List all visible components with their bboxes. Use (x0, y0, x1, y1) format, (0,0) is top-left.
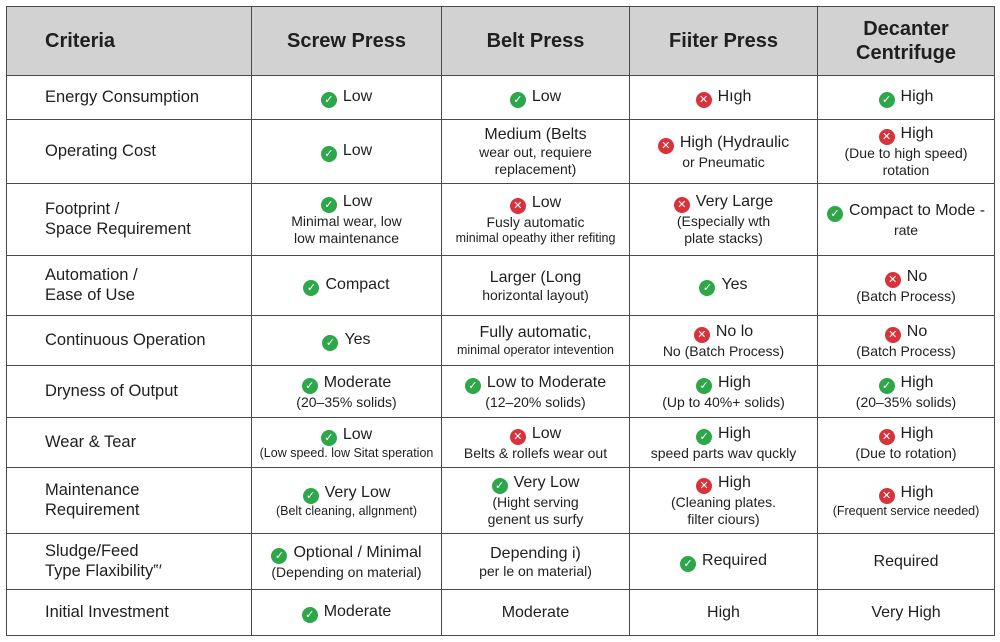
rating-value (636, 322, 811, 343)
rating-value (258, 192, 435, 213)
criteria-cell (7, 184, 252, 256)
criteria-cell (7, 590, 252, 636)
rating-value (448, 323, 623, 342)
check-icon: ✓ (879, 378, 895, 394)
rating-value (824, 424, 988, 445)
rating-text: High (718, 373, 751, 391)
header-criteria: Criteria (7, 7, 252, 76)
rating-detail: minimal opeathy ither refiting (455, 230, 616, 245)
rating-text: Fully automatic, (479, 324, 592, 342)
criteria-label: Initial Investment (45, 602, 169, 621)
rating-cell (630, 366, 818, 418)
table-row (7, 316, 995, 366)
rating-value (824, 87, 988, 108)
rating-detail: wear out, requiere (479, 144, 592, 161)
criteria-label: Ease of Use (45, 285, 135, 304)
rating-cell (630, 76, 818, 120)
rating-value (636, 603, 811, 622)
rating-detail: (Frequent service needed) (832, 503, 980, 518)
rating-text: Depending i) (490, 544, 581, 562)
rating-text: Medium (Belts (484, 126, 587, 144)
rating-detail: (Batch Process) (856, 342, 956, 359)
rating-value (258, 373, 435, 394)
rating-value (448, 473, 623, 494)
check-icon: ✓ (322, 335, 338, 351)
criteria-cell (7, 468, 252, 534)
table-row (7, 76, 995, 120)
rating-detail: (Cleaning plates. (670, 494, 777, 511)
rating-value (258, 87, 435, 108)
rating-detail: (Especially wth (676, 213, 771, 230)
rating-text: Very High (871, 603, 941, 621)
rating-cell (818, 468, 995, 534)
criteria-cell (7, 76, 252, 120)
rating-detail: filter ciours) (687, 511, 760, 527)
cross-icon: ✕ (510, 429, 526, 445)
rating-cell (630, 120, 818, 184)
rating-text: High (900, 88, 934, 105)
criteria-label: Continuous Operation (45, 330, 206, 349)
criteria-label: Operating Cost (45, 141, 156, 160)
rating-detail: rate (893, 221, 919, 238)
rating-cell (252, 590, 442, 636)
rating-cell (252, 366, 442, 418)
rating-text: High (718, 474, 751, 492)
check-icon: ✓ (465, 378, 481, 394)
rating-text: High (900, 373, 934, 391)
rating-detail: minimal operator intevention (456, 342, 615, 357)
rating-cell (630, 184, 818, 256)
rating-cell (818, 534, 995, 590)
criteria-cell (7, 256, 252, 316)
rating-value (824, 552, 988, 571)
rating-detail: (20–35% solids) (296, 393, 397, 410)
cross-icon: ✕ (696, 478, 712, 494)
check-icon: ✓ (321, 430, 337, 446)
rating-cell (252, 468, 442, 534)
check-icon: ✓ (680, 556, 696, 572)
check-icon: ✓ (302, 607, 318, 623)
rating-cell (252, 76, 442, 120)
rating-text: Yes (344, 331, 371, 348)
table-row (7, 120, 995, 184)
rating-text: High (900, 424, 934, 442)
rating-value (824, 201, 988, 222)
cross-icon: ✕ (879, 129, 895, 145)
rating-value (824, 267, 988, 288)
comparison-table (6, 6, 995, 636)
criteria-label: Automation / (45, 265, 138, 284)
criteria-cell (7, 366, 252, 418)
check-icon: ✓ (302, 378, 318, 394)
cross-icon: ✕ (658, 138, 674, 154)
check-icon: ✓ (879, 92, 895, 108)
rating-detail: (Low speed. low Sitat speration (259, 445, 434, 460)
cross-icon: ✕ (879, 429, 895, 445)
rating-text: Low (531, 424, 562, 442)
rating-detail: No (Batch Process) (662, 342, 785, 359)
criteria-label: Type Flaxibility‟′ (45, 561, 162, 580)
check-icon: ✓ (321, 92, 337, 108)
header-decanter-centrifuge: Decanter Centrifuge (818, 7, 995, 76)
rating-value (448, 87, 623, 108)
rating-cell (818, 184, 995, 256)
check-icon: ✓ (696, 429, 712, 445)
cross-icon: ✕ (694, 327, 710, 343)
rating-value (636, 473, 811, 494)
rating-text: Yes (721, 276, 748, 293)
rating-text: High (900, 483, 934, 501)
rating-cell (818, 418, 995, 468)
rating-cell (630, 256, 818, 316)
cross-icon: ✕ (696, 92, 712, 108)
rating-cell (630, 534, 818, 590)
cross-icon: ✕ (885, 272, 901, 288)
rating-value (636, 87, 811, 108)
rating-text: Very Low (324, 483, 391, 501)
rating-value (824, 322, 988, 343)
rating-cell (818, 366, 995, 418)
rating-cell (442, 590, 630, 636)
rating-value (448, 424, 623, 445)
rating-text: Very Large (695, 193, 774, 211)
rating-cell (630, 590, 818, 636)
header-belt-press: Belt Press (442, 7, 630, 76)
header-filter-press: Fiiter Press (630, 7, 818, 76)
criteria-label: Space Requirement (45, 219, 191, 238)
rating-detail: (Depending on material) (271, 563, 422, 580)
rating-detail: low maintenance (293, 230, 400, 246)
rating-text: Moderate (501, 603, 570, 621)
check-icon: ✓ (827, 206, 843, 222)
rating-detail: Fusly automatic (486, 214, 585, 231)
criteria-label: Wear & Tear (45, 432, 137, 451)
rating-value (824, 483, 988, 504)
check-icon: ✓ (492, 478, 508, 494)
rating-cell (252, 120, 442, 184)
rating-text: Compact to Mode - (848, 201, 986, 219)
check-icon: ✓ (271, 548, 287, 564)
rating-cell (818, 120, 995, 184)
table-row (7, 366, 995, 418)
rating-value (258, 141, 435, 162)
table-row (7, 418, 995, 468)
rating-cell (442, 468, 630, 534)
rating-detail: horizontal layout) (482, 286, 589, 303)
rating-text: Low (342, 142, 373, 159)
rating-value (448, 603, 623, 622)
rating-cell (442, 316, 630, 366)
rating-value (448, 268, 623, 287)
rating-detail: genent us surfy (487, 511, 584, 527)
rating-value (636, 551, 811, 572)
criteria-label: Energy Consumption (45, 87, 200, 106)
rating-detail: (20–35% solids) (855, 393, 957, 410)
rating-value (448, 125, 623, 144)
check-icon: ✓ (699, 280, 715, 296)
rating-text: Required (873, 552, 939, 570)
rating-cell (630, 418, 818, 468)
rating-text: Moderate (323, 373, 392, 391)
rating-text: Larger (Long (489, 268, 582, 286)
rating-value (636, 275, 811, 296)
rating-cell (442, 76, 630, 120)
check-icon: ✓ (510, 92, 526, 108)
criteria-label: Requirement (45, 500, 140, 519)
rating-cell (442, 184, 630, 256)
rating-text: High (900, 125, 934, 143)
rating-cell (818, 590, 995, 636)
rating-value (636, 133, 811, 154)
rating-text: Low (531, 194, 562, 212)
rating-detail: or Pneumatic (682, 153, 765, 170)
criteria-cell (7, 534, 252, 590)
rating-text: Optional / Minimal (293, 543, 422, 561)
rating-detail: replacement) (494, 161, 577, 178)
rating-cell (630, 468, 818, 534)
table-row (7, 468, 995, 534)
rating-text: High (718, 424, 751, 442)
rating-cell (442, 256, 630, 316)
rating-cell (252, 418, 442, 468)
rating-cell (818, 256, 995, 316)
criteria-cell (7, 418, 252, 468)
rating-cell (630, 316, 818, 366)
rating-detail: (12–20% solids) (485, 393, 586, 410)
rating-detail: (Due to rotation) (855, 444, 957, 461)
rating-text: Hıgh (717, 88, 752, 105)
rating-value (636, 373, 811, 394)
check-icon: ✓ (321, 197, 337, 213)
table-row (7, 256, 995, 316)
rating-value (258, 483, 435, 504)
check-icon: ✓ (303, 280, 319, 296)
rating-text: Low (531, 88, 562, 105)
criteria-cell (7, 316, 252, 366)
header-row (7, 7, 995, 76)
rating-value (636, 424, 811, 445)
rating-value (824, 124, 988, 145)
rating-text: Very Low (513, 474, 580, 492)
cross-icon: ✕ (879, 488, 895, 504)
rating-value (448, 373, 623, 394)
check-icon: ✓ (303, 488, 319, 504)
rating-cell (252, 316, 442, 366)
rating-cell (442, 534, 630, 590)
rating-value (258, 330, 435, 351)
cross-icon: ✕ (510, 198, 526, 214)
rating-text: Compact (325, 276, 390, 293)
rating-detail: rotation (882, 162, 930, 178)
rating-detail: (Belt cleaning, allgnment) (275, 503, 418, 518)
rating-detail: plate stacks) (684, 230, 763, 246)
rating-cell (252, 184, 442, 256)
rating-cell (442, 120, 630, 184)
rating-cell (442, 418, 630, 468)
criteria-label: Footprint / (45, 199, 120, 218)
rating-detail: Minimal wear, low (291, 213, 402, 230)
rating-text: No (906, 322, 928, 340)
rating-detail: Belts & rollefs wear out (463, 444, 608, 461)
rating-text: Low (342, 88, 373, 105)
rating-text: Required (702, 552, 767, 569)
rating-text: High (707, 603, 740, 621)
criteria-label: Sludge/Feed (45, 541, 139, 560)
rating-cell (818, 76, 995, 120)
table-row (7, 184, 995, 256)
rating-value (824, 373, 988, 394)
cross-icon: ✕ (674, 197, 690, 213)
rating-value (448, 544, 623, 563)
rating-value (448, 193, 623, 214)
rating-value (258, 543, 435, 564)
table-header (7, 7, 995, 76)
rating-detail: speed parts wav quckly (650, 444, 797, 461)
rating-value (258, 275, 435, 296)
rating-cell (442, 366, 630, 418)
rating-value (824, 603, 988, 622)
rating-detail: (Up to 40%+ solids) (662, 393, 785, 410)
rating-text: High (Hydraulic (679, 133, 790, 151)
table-row (7, 590, 995, 636)
rating-detail: per le on material) (479, 562, 592, 579)
header-screw-press: Screw Press (252, 7, 442, 76)
rating-text: No (906, 267, 928, 285)
rating-text: No lo (715, 322, 754, 340)
rating-cell (252, 256, 442, 316)
criteria-cell (7, 120, 252, 184)
rating-detail: (Hight serving (492, 494, 579, 511)
rating-detail: (Batch Process) (856, 287, 956, 304)
rating-detail: (Due to high speed) (844, 145, 968, 162)
cross-icon: ✕ (885, 327, 901, 343)
rating-value (258, 425, 435, 446)
table-body (7, 76, 995, 636)
rating-cell (252, 534, 442, 590)
rating-value (636, 192, 811, 213)
rating-value (258, 602, 435, 623)
rating-text: Low (342, 193, 373, 211)
check-icon: ✓ (696, 378, 712, 394)
rating-text: Low to Moderate (486, 373, 607, 391)
table-row (7, 534, 995, 590)
criteria-label: Dryness of Output (45, 381, 178, 400)
rating-text: Low (342, 425, 373, 443)
criteria-label: Maintenance (45, 480, 140, 499)
rating-text: Moderate (323, 603, 392, 620)
rating-cell (818, 316, 995, 366)
check-icon: ✓ (321, 146, 337, 162)
